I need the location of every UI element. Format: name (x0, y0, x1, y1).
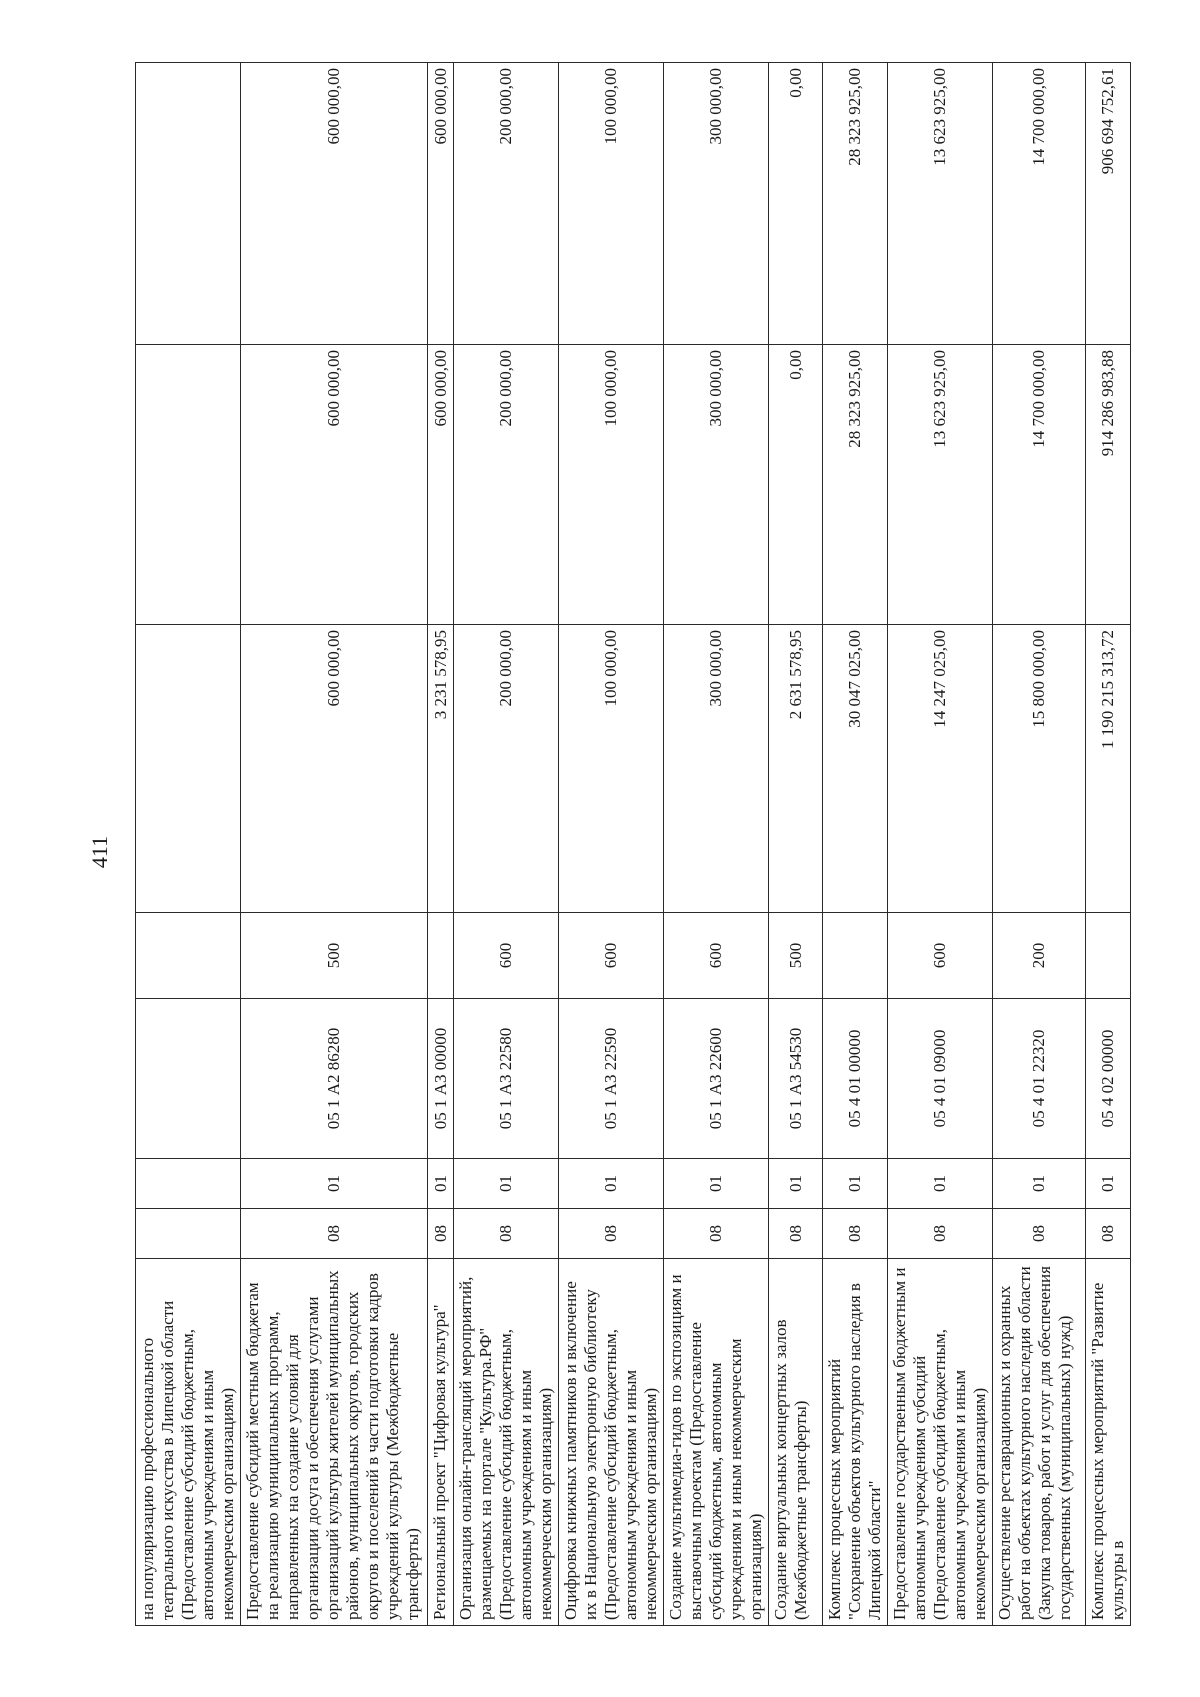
amount-year-3-cell: 600 000,00 (428, 63, 454, 345)
amount-year-3-cell: 13 623 925,00 (888, 63, 993, 345)
subsection-code-cell: 01 (769, 1159, 823, 1209)
amount-year-3-cell: 28 323 925,00 (823, 63, 888, 345)
amount-year-2-cell: 100 000,00 (559, 345, 664, 625)
amount-year-2-cell: 600 000,00 (428, 345, 454, 625)
expense-type-cell (136, 913, 241, 999)
subsection-code-cell (136, 1159, 241, 1209)
amount-year-2-cell: 0,00 (769, 345, 823, 625)
table-row (454, 63, 559, 1626)
amount-year-1-cell: 600 000,00 (241, 625, 428, 913)
row-name-cell: Организация онлайн-трансляций мероприятий, размещаемых на портале "Культура.РФ" (Предоставление субсидий бюджетным, автономным учреждениям и иным некоммерческим организациям) (454, 1259, 559, 1626)
expense-type-cell: 500 (769, 913, 823, 999)
amount-year-1-cell: 3 231 578,95 (428, 625, 454, 913)
amount-year-3-cell: 200 000,00 (454, 63, 559, 345)
expense-type-cell (823, 913, 888, 999)
target-code-cell: 05 1 А3 22600 (664, 999, 769, 1159)
expense-type-cell: 600 (664, 913, 769, 999)
row-name-cell: на популяризацию профессионального театрального искусства в Липецкой области (Предоставление субсидий бюджетным, автономным учреждениям и иным некоммерческим организациям) (136, 1259, 241, 1626)
subsection-code-cell: 01 (559, 1159, 664, 1209)
expense-type-cell (1086, 913, 1131, 999)
amount-year-2-cell: 14 700 000,00 (993, 345, 1086, 625)
section-code-cell: 08 (428, 1209, 454, 1259)
section-code-cell (136, 1209, 241, 1259)
row-name-cell: Комплекс процессных мероприятий "Развитие культуры в (1086, 1259, 1131, 1626)
subsection-code-cell: 01 (823, 1159, 888, 1209)
section-code-cell: 08 (559, 1209, 664, 1259)
amount-year-3-cell: 300 000,00 (664, 63, 769, 345)
amount-year-2-cell: 300 000,00 (664, 345, 769, 625)
table-container (135, 63, 1138, 1626)
amount-year-1-cell: 14 247 025,00 (888, 625, 993, 913)
section-code-cell: 08 (1086, 1209, 1131, 1259)
section-code-cell: 08 (993, 1209, 1086, 1259)
amount-year-3-cell: 100 000,00 (559, 63, 664, 345)
amount-year-2-cell: 13 623 925,00 (888, 345, 993, 625)
table-body (136, 63, 1131, 1626)
table-row (823, 63, 888, 1626)
table-row (559, 63, 664, 1626)
subsection-code-cell: 01 (888, 1159, 993, 1209)
target-code-cell: 05 1 А3 54530 (769, 999, 823, 1159)
amount-year-2-cell: 28 323 925,00 (823, 345, 888, 625)
amount-year-1-cell: 2 631 578,95 (769, 625, 823, 913)
section-code-cell: 08 (769, 1209, 823, 1259)
subsection-code-cell: 01 (454, 1159, 559, 1209)
section-code-cell: 08 (664, 1209, 769, 1259)
budget-table (135, 62, 1131, 1626)
row-name-cell: Комплекс процессных мероприятий "Сохранение объектов культурного наследия в Липецкой области" (823, 1259, 888, 1626)
rotated-table-wrapper (135, 63, 1138, 1626)
amount-year-3-cell: 0,00 (769, 63, 823, 345)
subsection-code-cell: 01 (241, 1159, 428, 1209)
row-name-cell: Оцифровка книжных памятников и включение их в Национальную электронную библиотеку (Предоставление субсидий бюджетным, автономным учреждениям и иным некоммерческим организациям) (559, 1259, 664, 1626)
amount-year-1-cell: 300 000,00 (664, 625, 769, 913)
amount-year-2-cell: 914 286 983,88 (1086, 345, 1131, 625)
subsection-code-cell: 01 (428, 1159, 454, 1209)
expense-type-cell: 600 (559, 913, 664, 999)
table-row (428, 63, 454, 1626)
amount-year-3-cell (136, 63, 241, 345)
target-code-cell: 05 4 01 09000 (888, 999, 993, 1159)
amount-year-1-cell: 100 000,00 (559, 625, 664, 913)
amount-year-1-cell: 30 047 025,00 (823, 625, 888, 913)
expense-type-cell (428, 913, 454, 999)
table-row (1086, 63, 1131, 1626)
target-code-cell: 05 1 А3 22580 (454, 999, 559, 1159)
expense-type-cell: 500 (241, 913, 428, 999)
table-row (888, 63, 993, 1626)
section-code-cell: 08 (454, 1209, 559, 1259)
expense-type-cell: 600 (454, 913, 559, 999)
amount-year-2-cell: 200 000,00 (454, 345, 559, 625)
amount-year-2-cell (136, 345, 241, 625)
section-code-cell: 08 (823, 1209, 888, 1259)
target-code-cell: 05 1 А3 22590 (559, 999, 664, 1159)
target-code-cell: 05 4 02 00000 (1086, 999, 1131, 1159)
row-name-cell: Региональный проект "Цифровая культура" (428, 1259, 454, 1626)
amount-year-2-cell: 600 000,00 (241, 345, 428, 625)
amount-year-1-cell: 15 800 000,00 (993, 625, 1086, 913)
section-code-cell: 08 (888, 1209, 993, 1259)
table-row (769, 63, 823, 1626)
amount-year-3-cell: 14 700 000,00 (993, 63, 1086, 345)
table-row (136, 63, 241, 1626)
row-name-cell: Осуществление реставрационных и охранных работ на объектах культурного наследия области (Закупка товаров, работ и услуг для обеспечения государственных (муниципальных) нужд) (993, 1259, 1086, 1626)
target-code-cell: 05 1 А3 00000 (428, 999, 454, 1159)
table-row (993, 63, 1086, 1626)
amount-year-3-cell: 600 000,00 (241, 63, 428, 345)
target-code-cell (136, 999, 241, 1159)
row-name-cell: Предоставление субсидий местным бюджетам на реализацию муниципальных программ, направленных на создание условий для организации досуга и обеспечения услугами организаций культуры жителей муниципальных районов, муниципальных округов, городских округов и поселений в части подготовки кадров учреждений культуры (Межбюджетные трансферты) (241, 1259, 428, 1626)
amount-year-1-cell: 200 000,00 (454, 625, 559, 913)
page-number: 411 (87, 835, 112, 869)
subsection-code-cell: 01 (1086, 1159, 1131, 1209)
subsection-code-cell: 01 (664, 1159, 769, 1209)
table-row (241, 63, 428, 1626)
row-name-cell: Предоставление государственным бюджетным и автономным учреждениям субсидий (Предоставление субсидий бюджетным, автономным учреждениям и иным некоммерческим организациям) (888, 1259, 993, 1626)
section-code-cell: 08 (241, 1209, 428, 1259)
amount-year-1-cell: 1 190 215 313,72 (1086, 625, 1131, 913)
target-code-cell: 05 4 01 22320 (993, 999, 1086, 1159)
row-name-cell: Создание виртуальных концертных залов (Межбюджетные трансферты) (769, 1259, 823, 1626)
amount-year-3-cell: 906 694 752,61 (1086, 63, 1131, 345)
table-row (664, 63, 769, 1626)
expense-type-cell: 600 (888, 913, 993, 999)
subsection-code-cell: 01 (993, 1159, 1086, 1209)
row-name-cell: Создание мультимедиа-гидов по экспозициям и выставочным проектам (Предоставление субсидий бюджетным, автономным учреждениям и иным некоммерческим организациям) (664, 1259, 769, 1626)
expense-type-cell: 200 (993, 913, 1086, 999)
target-code-cell: 05 4 01 00000 (823, 999, 888, 1159)
target-code-cell: 05 1 А2 86280 (241, 999, 428, 1159)
amount-year-1-cell (136, 625, 241, 913)
